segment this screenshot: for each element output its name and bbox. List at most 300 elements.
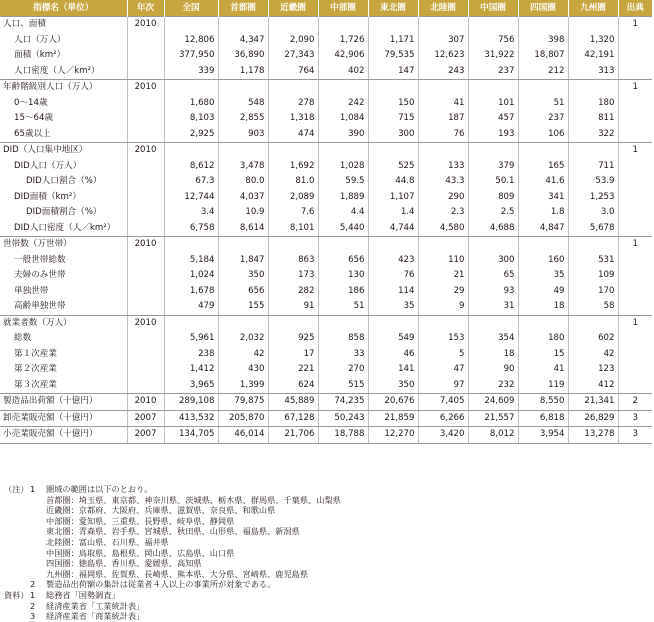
cell-chugoku: 457 — [468, 111, 518, 127]
cell-tohoku: 350 — [368, 378, 418, 394]
cell-chugoku — [468, 17, 518, 33]
cell-nationwide — [164, 80, 218, 96]
cell-kyushu: 711 — [568, 159, 618, 175]
header-year: 年次 — [127, 0, 164, 17]
region-line — [0, 569, 654, 580]
cell-nationwide: 134,705 — [164, 427, 218, 444]
cell-shuto: 2,032 — [218, 331, 268, 347]
row-label: DID人口密度（人／km²） — [0, 221, 127, 237]
cell-chugoku: 93 — [468, 284, 518, 300]
cell-chugoku: 90 — [468, 362, 518, 378]
cell-shikoku: 15 — [518, 347, 568, 363]
cell-hokuriku: 110 — [418, 253, 468, 269]
table-row — [0, 111, 652, 127]
cell-shikoku: 237 — [518, 111, 568, 127]
cell-shuto: 155 — [218, 299, 268, 315]
row-source: 1 — [618, 315, 652, 331]
cell-tohoku: 1,107 — [368, 190, 418, 206]
cell-tohoku: 20,676 — [368, 394, 418, 411]
row-year — [127, 331, 164, 347]
row-year: 2007 — [127, 427, 164, 444]
cell-hokuriku: 21 — [418, 268, 468, 284]
cell-kinki: 67,128 — [268, 410, 318, 427]
cell-shuto: 80.0 — [218, 174, 268, 190]
cell-tohoku — [368, 143, 418, 159]
cell-hokuriku: 76 — [418, 127, 468, 143]
cell-shuto: 42 — [218, 347, 268, 363]
cell-shikoku: 18,807 — [518, 48, 568, 64]
row-label: 年齢階級別人口（万人） — [0, 80, 127, 96]
cell-hokuriku: 2.3 — [418, 205, 468, 221]
row-source — [618, 174, 652, 190]
region-text: 九州圏：福岡県、佐賀県、長崎県、熊本県、大分県、宮崎県、鹿児島県 — [46, 568, 309, 579]
cell-nationwide: 479 — [164, 299, 218, 315]
cell-tohoku: 300 — [368, 127, 418, 143]
row-year — [127, 253, 164, 269]
cell-shikoku: 3,954 — [518, 427, 568, 444]
header-hokuriku: 北陸圏 — [418, 0, 468, 17]
cell-chugoku: 756 — [468, 33, 518, 49]
cell-hokuriku: 133 — [418, 159, 468, 175]
cell-chubu: 242 — [318, 96, 368, 112]
row-label: 第２次産業 — [14, 364, 57, 374]
row-source — [618, 159, 652, 175]
source-text: 総務省「国勢調査」 — [46, 589, 120, 600]
cell-hokuriku: 4,580 — [418, 221, 468, 237]
row-label: 人口密度（人／km²） — [0, 64, 127, 80]
cell-kyushu: 322 — [568, 127, 618, 143]
region-line — [0, 516, 654, 527]
cell-tohoku: 4,744 — [368, 221, 418, 237]
header-nationwide: 全国 — [164, 0, 218, 17]
row-year — [127, 190, 164, 206]
row-label: 製造品出荷額（十億円） — [0, 394, 127, 411]
table-body — [0, 17, 652, 444]
row-label: 一般世帯総数 — [14, 254, 66, 265]
region-line — [0, 537, 654, 548]
cell-kinki: 624 — [268, 378, 318, 394]
header-chugoku: 中国圏 — [468, 0, 518, 17]
cell-shuto: 350 — [218, 268, 268, 284]
cell-hokuriku: 243 — [418, 64, 468, 80]
cell-shuto: 36,890 — [218, 48, 268, 64]
cell-shuto: 1,399 — [218, 378, 268, 394]
row-label: DID（人口集中地区） — [0, 143, 127, 159]
cell-shuto: 1,178 — [218, 64, 268, 80]
cell-nationwide — [164, 17, 218, 33]
row-label: 卸売業販売額（十億円） — [0, 410, 127, 427]
source-number: 3 — [30, 611, 36, 622]
cell-hokuriku — [418, 315, 468, 331]
table-row — [0, 64, 652, 80]
note-1 — [0, 484, 654, 495]
cell-nationwide: 3.4 — [164, 205, 218, 221]
cell-kyushu: 313 — [568, 64, 618, 80]
cell-kyushu: 3.0 — [568, 205, 618, 221]
cell-nationwide: 5,184 — [164, 253, 218, 269]
cell-shikoku: 41 — [518, 362, 568, 378]
cell-kyushu: 123 — [568, 362, 618, 378]
region-text: 四国圏：徳島県、香川県、愛媛県、高知県 — [46, 558, 202, 569]
cell-nationwide: 6,758 — [164, 221, 218, 237]
row-label: 単独世帯 — [14, 285, 49, 296]
cell-kyushu: 21,341 — [568, 394, 618, 411]
row-source — [618, 33, 652, 49]
cell-hokuriku: 29 — [418, 284, 468, 300]
note-number: 2 — [30, 579, 36, 590]
table-row — [0, 427, 652, 444]
cell-shikoku: 398 — [518, 33, 568, 49]
source-text: 経済産業省「商業統計表」 — [46, 611, 145, 622]
cell-chubu: 1,726 — [318, 33, 368, 49]
cell-tohoku: 114 — [368, 284, 418, 300]
row-year: 2007 — [127, 410, 164, 427]
region-text: 東北圏：青森県、岩手県、宮城県、秋田県、山形県、福島県、新潟県 — [46, 526, 300, 537]
cell-shikoku: 49 — [518, 284, 568, 300]
cell-chugoku: 232 — [468, 378, 518, 394]
row-year — [127, 347, 164, 363]
cell-tohoku — [368, 315, 418, 331]
cell-chugoku — [468, 237, 518, 253]
row-label: 面積（km²） — [14, 50, 66, 60]
cell-kinki: 91 — [268, 299, 318, 315]
note-2 — [0, 579, 654, 590]
header-chubu: 中部圏 — [318, 0, 368, 17]
cell-kinki: 27,343 — [268, 48, 318, 64]
cell-tohoku: 147 — [368, 64, 418, 80]
cell-chugoku — [468, 143, 518, 159]
table-row — [0, 174, 652, 190]
cell-kyushu: 412 — [568, 378, 618, 394]
cell-tohoku: 79,535 — [368, 48, 418, 64]
cell-shuto: 903 — [218, 127, 268, 143]
cell-nationwide: 1,412 — [164, 362, 218, 378]
note-key: （注） — [4, 484, 29, 494]
cell-chugoku: 8,012 — [468, 427, 518, 444]
row-year: 2010 — [127, 143, 164, 159]
cell-chubu: 50,243 — [318, 410, 368, 427]
cell-nationwide: 12,744 — [164, 190, 218, 206]
cell-kinki: 925 — [268, 331, 318, 347]
header-source: 出典 — [618, 0, 652, 17]
row-source — [618, 48, 652, 64]
row-source — [618, 284, 652, 300]
cell-kinki: 17 — [268, 347, 318, 363]
cell-shuto — [218, 237, 268, 253]
cell-tohoku: 21,859 — [368, 410, 418, 427]
cell-nationwide: 2,925 — [164, 127, 218, 143]
row-source: 1 — [618, 80, 652, 96]
cell-chubu: 390 — [318, 127, 368, 143]
cell-shikoku: 106 — [518, 127, 568, 143]
row-label: 人口、面積 — [0, 17, 127, 33]
region-text: 北陸圏：富山県、石川県、福井県 — [46, 536, 169, 547]
cell-tohoku: 423 — [368, 253, 418, 269]
cell-chubu: 33 — [318, 347, 368, 363]
table-row — [0, 159, 652, 175]
cell-shuto: 4,037 — [218, 190, 268, 206]
row-source — [618, 205, 652, 221]
cell-kyushu — [568, 80, 618, 96]
row-year — [127, 127, 164, 143]
cell-shuto — [218, 143, 268, 159]
cell-shikoku: 180 — [518, 331, 568, 347]
row-label: 第１次産業 — [14, 348, 57, 359]
cell-kinki: 764 — [268, 64, 318, 80]
cell-chubu: 59.5 — [318, 174, 368, 190]
row-year — [127, 205, 164, 221]
cell-shuto: 4,347 — [218, 33, 268, 49]
row-year — [127, 48, 164, 64]
cell-kinki: 81.0 — [268, 174, 318, 190]
row-year: 2010 — [127, 17, 164, 33]
source-key: 資料） — [4, 589, 29, 600]
cell-shikoku: 160 — [518, 253, 568, 269]
row-source — [618, 331, 652, 347]
cell-hokuriku: 5 — [418, 347, 468, 363]
cell-tohoku: 76 — [368, 268, 418, 284]
cell-shikoku: 51 — [518, 96, 568, 112]
cell-tohoku: 12,270 — [368, 427, 418, 444]
cell-chugoku — [468, 80, 518, 96]
region-text: 首都圏：埼玉県、東京都、神奈川県、茨城県、栃木県、群馬県、千葉県、山梨県 — [46, 494, 341, 505]
row-year: 2010 — [127, 394, 164, 411]
cell-tohoku: 44.8 — [368, 174, 418, 190]
row-source — [618, 221, 652, 237]
cell-hokuriku: 3,420 — [418, 427, 468, 444]
cell-kinki: 45,889 — [268, 394, 318, 411]
cell-tohoku: 715 — [368, 111, 418, 127]
cell-kinki: 282 — [268, 284, 318, 300]
cell-chugoku: 101 — [468, 96, 518, 112]
table-row — [0, 315, 652, 331]
cell-tohoku — [368, 237, 418, 253]
cell-kinki — [268, 143, 318, 159]
row-label: 65歳以上 — [0, 127, 127, 143]
cell-chugoku: 65 — [468, 268, 518, 284]
row-year — [127, 96, 164, 112]
row-label: DID面積（km²） — [14, 191, 81, 202]
cell-hokuriku: 41 — [418, 96, 468, 112]
cell-chubu: 1,028 — [318, 159, 368, 175]
table-row — [0, 253, 652, 269]
cell-chubu — [318, 143, 368, 159]
row-source — [618, 190, 652, 206]
cell-tohoku: 525 — [368, 159, 418, 175]
cell-kyushu: 1,253 — [568, 190, 618, 206]
cell-chugoku: 4,688 — [468, 221, 518, 237]
cell-shuto: 10.9 — [218, 205, 268, 221]
cell-tohoku — [368, 17, 418, 33]
cell-chugoku: 379 — [468, 159, 518, 175]
row-source — [618, 347, 652, 363]
table-row — [0, 362, 652, 378]
cell-shikoku: 4,847 — [518, 221, 568, 237]
cell-chubu: 270 — [318, 362, 368, 378]
cell-chubu — [318, 237, 368, 253]
cell-shuto — [218, 80, 268, 96]
cell-nationwide: 339 — [164, 64, 218, 80]
cell-nationwide — [164, 143, 218, 159]
cell-chugoku: 237 — [468, 64, 518, 80]
region-line — [0, 526, 654, 537]
cell-nationwide: 67.3 — [164, 174, 218, 190]
cell-kyushu: 531 — [568, 253, 618, 269]
cell-chubu — [318, 80, 368, 96]
cell-hokuriku: 9 — [418, 299, 468, 315]
cell-chubu: 5,440 — [318, 221, 368, 237]
table-row — [0, 410, 652, 427]
row-year — [127, 284, 164, 300]
source-text: 経済産業省「工業統計表」 — [46, 600, 145, 611]
cell-kyushu — [568, 143, 618, 159]
row-label: 夫婦のみ世帯 — [14, 270, 66, 280]
row-year — [127, 174, 164, 190]
cell-kinki: 863 — [268, 253, 318, 269]
row-source: 1 — [618, 17, 652, 33]
cell-chubu: 4.4 — [318, 205, 368, 221]
cell-kyushu — [568, 237, 618, 253]
cell-kinki: 474 — [268, 127, 318, 143]
cell-hokuriku: 12,623 — [418, 48, 468, 64]
region-line — [0, 505, 654, 516]
cell-hokuriku: 97 — [418, 378, 468, 394]
cell-tohoku — [368, 80, 418, 96]
table-row — [0, 378, 652, 394]
cell-chugoku: 18 — [468, 347, 518, 363]
cell-chubu: 186 — [318, 284, 368, 300]
cell-hokuriku — [418, 237, 468, 253]
table-row — [0, 221, 652, 237]
cell-kyushu: 53.9 — [568, 174, 618, 190]
source-1 — [0, 590, 654, 601]
row-source — [618, 64, 652, 80]
table-row — [0, 80, 652, 96]
cell-chubu — [318, 17, 368, 33]
cell-kyushu: 1,320 — [568, 33, 618, 49]
cell-shikoku — [518, 17, 568, 33]
note-text: 製造品出荷額の集計は従業者４人以上の事業所が対象である。 — [46, 579, 276, 590]
cell-hokuriku: 153 — [418, 331, 468, 347]
table-row — [0, 190, 652, 206]
table-row — [0, 394, 652, 411]
cell-kinki: 21,706 — [268, 427, 318, 444]
cell-shikoku: 35 — [518, 268, 568, 284]
cell-kyushu: 602 — [568, 331, 618, 347]
cell-kinki: 8,101 — [268, 221, 318, 237]
cell-nationwide: 1,024 — [164, 268, 218, 284]
cell-chubu: 42,906 — [318, 48, 368, 64]
cell-chugoku: 354 — [468, 331, 518, 347]
cell-shikoku — [518, 315, 568, 331]
cell-nationwide: 8,612 — [164, 159, 218, 175]
note-text: 圏域の範囲は以下のとおり。 — [46, 484, 153, 494]
region-line — [0, 548, 654, 559]
cell-kinki — [268, 237, 318, 253]
cell-nationwide: 413,532 — [164, 410, 218, 427]
table-row — [0, 347, 652, 363]
cell-chubu: 18,788 — [318, 427, 368, 444]
cell-shuto: 3,478 — [218, 159, 268, 175]
cell-shikoku: 341 — [518, 190, 568, 206]
row-label: 就業者数（万人） — [0, 315, 127, 331]
row-source: 1 — [618, 143, 652, 159]
cell-kinki: 173 — [268, 268, 318, 284]
cell-shikoku — [518, 143, 568, 159]
row-source — [618, 96, 652, 112]
cell-kinki — [268, 17, 318, 33]
header-shikoku: 四国圏 — [518, 0, 568, 17]
row-label: 0～14歳 — [14, 97, 48, 108]
cell-nationwide: 1,678 — [164, 284, 218, 300]
cell-tohoku: 150 — [368, 96, 418, 112]
region-text: 近畿圏：京都府、大阪府、兵庫県、滋賀県、奈良県、和歌山県 — [46, 505, 276, 516]
cell-shikoku — [518, 237, 568, 253]
cell-chugoku: 809 — [468, 190, 518, 206]
cell-shuto: 430 — [218, 362, 268, 378]
header-row — [0, 0, 652, 17]
cell-kyushu: 109 — [568, 268, 618, 284]
cell-hokuriku: 43.3 — [418, 174, 468, 190]
row-label: 総数 — [14, 333, 32, 343]
cell-chubu: 858 — [318, 331, 368, 347]
cell-kyushu: 5,678 — [568, 221, 618, 237]
cell-hokuriku — [418, 17, 468, 33]
row-label: DID人口割合（%） — [26, 176, 102, 186]
cell-kyushu: 811 — [568, 111, 618, 127]
cell-shikoku: 18 — [518, 299, 568, 315]
header-indicator: 指標名（単位） — [0, 0, 127, 17]
cell-shuto: 2,855 — [218, 111, 268, 127]
table-row — [0, 284, 652, 300]
notes-section — [0, 484, 654, 622]
cell-shikoku — [518, 80, 568, 96]
row-year — [127, 221, 164, 237]
cell-kinki: 2,090 — [268, 33, 318, 49]
cell-shuto: 79,875 — [218, 394, 268, 411]
cell-nationwide — [164, 315, 218, 331]
row-label: DID人口（万人） — [14, 160, 82, 171]
cell-hokuriku: 187 — [418, 111, 468, 127]
table-row — [0, 205, 652, 221]
cell-nationwide: 289,108 — [164, 394, 218, 411]
cell-shuto: 656 — [218, 284, 268, 300]
cell-kinki — [268, 80, 318, 96]
cell-shuto — [218, 315, 268, 331]
cell-shuto: 8,614 — [218, 221, 268, 237]
cell-nationwide: 3,965 — [164, 378, 218, 394]
table-row — [0, 127, 652, 143]
cell-nationwide: 1,680 — [164, 96, 218, 112]
row-source: 1 — [618, 237, 652, 253]
cell-chubu: 51 — [318, 299, 368, 315]
cell-chubu: 74,235 — [318, 394, 368, 411]
cell-chugoku — [468, 315, 518, 331]
cell-nationwide — [164, 237, 218, 253]
row-year — [127, 362, 164, 378]
cell-chugoku: 2.5 — [468, 205, 518, 221]
cell-chugoku: 50.1 — [468, 174, 518, 190]
cell-hokuriku: 290 — [418, 190, 468, 206]
cell-tohoku: 1.4 — [368, 205, 418, 221]
cell-chubu: 1,889 — [318, 190, 368, 206]
cell-nationwide: 12,806 — [164, 33, 218, 49]
row-source — [618, 111, 652, 127]
row-source — [618, 253, 652, 269]
cell-hokuriku: 47 — [418, 362, 468, 378]
table-row — [0, 48, 652, 64]
region-line — [0, 558, 654, 569]
